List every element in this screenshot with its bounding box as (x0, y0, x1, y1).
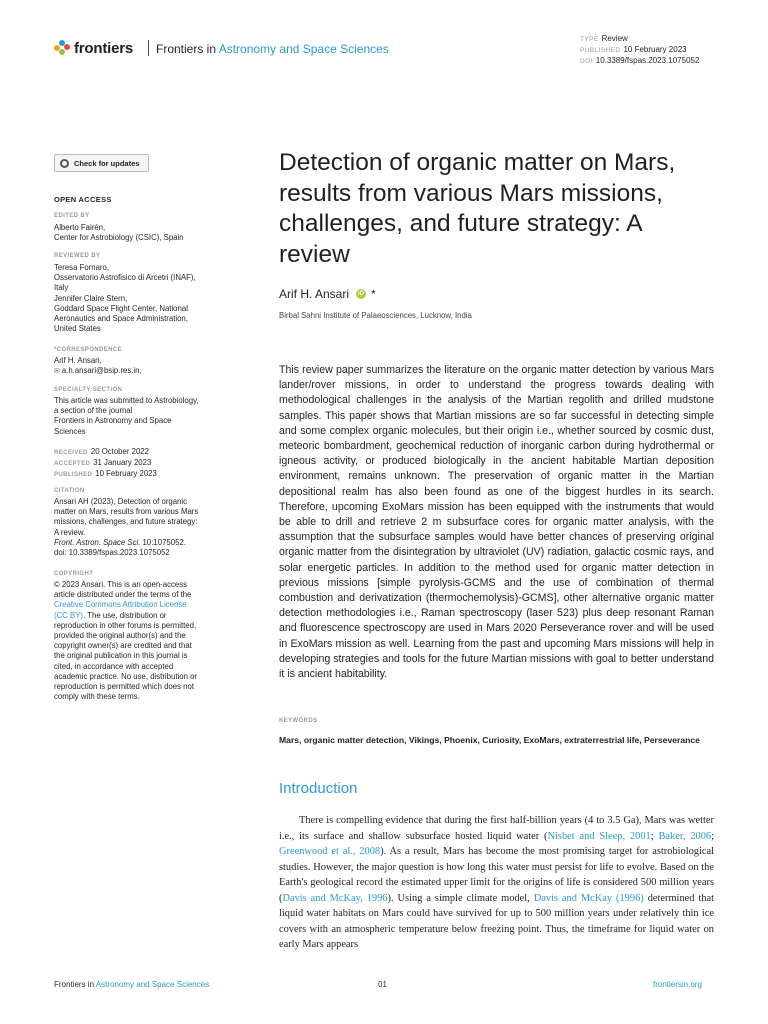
copyright-line: © 2023 Ansari. This is an open-access (54, 580, 188, 589)
orcid-icon[interactable]: iD (358, 291, 365, 297)
citation-line: missions, challenges, and future strategy: (54, 517, 198, 527)
reviewer-line: Italy (54, 283, 69, 293)
article-title: Detection of organic matter on Mars, results from various Mars missions, challenges, and future strategy: A review (279, 149, 676, 268)
copyright-line: . The use, distribution or (83, 610, 167, 620)
citation-ref: 10:1075052. (140, 537, 186, 547)
footer-site-link[interactable]: frontiersin.org (653, 980, 702, 989)
published-date (580, 45, 687, 54)
citation-line: matter on Mars, results from various Mars (54, 507, 199, 517)
affiliation: Birbal Sahni Institute of Palaeosciences, Lucknow, India (279, 311, 472, 320)
reviewer-line: Aeronautics and Space Administration, (54, 314, 188, 324)
journal-name[interactable] (156, 42, 389, 56)
citation-line: Ansari AH (2023), Detection of organic (54, 497, 188, 506)
accepted-label: ACCEPTED (54, 461, 91, 467)
brand-name: frontiers (74, 39, 134, 57)
intro-text: ). Using a simple climate model, (387, 892, 534, 904)
copyright-label: COPYRIGHT (54, 571, 94, 577)
correspondence-name: Arif H. Ansari, (54, 356, 102, 365)
received-date (54, 447, 149, 456)
check-updates-label: Check for updates (74, 158, 140, 168)
copyright-line: cited, in accordance with accepted (54, 661, 174, 671)
published-value: 10 February 2023 (623, 45, 687, 54)
cc-license-link[interactable]: Creative Commons Attribution License (54, 600, 187, 610)
specialty-line: a section of the journal (54, 406, 133, 416)
refresh-icon (60, 159, 69, 168)
check-for-updates-button[interactable] (54, 154, 149, 172)
reference-link[interactable]: Davis and McKay, 1996 (282, 892, 388, 904)
cc-by-link[interactable]: (CC BY) (54, 610, 84, 620)
page-number: 01 (378, 980, 387, 989)
received-label: RECEIVED (54, 450, 88, 456)
doi-label: DOI (580, 58, 593, 65)
footer-journal-name: Astronomy and Space Sciences (95, 980, 210, 989)
citation-journal: Front. Astron. Space Sci. (54, 537, 141, 547)
citation (54, 497, 234, 558)
accepted-value: 31 January 2023 (93, 458, 152, 467)
author (279, 287, 376, 301)
doi[interactable] (580, 56, 699, 65)
reviewer-line: Teresa Fornaro, (54, 263, 110, 272)
copyright-line: reproduction is permitted which does not (54, 682, 194, 692)
email-icon: ✉ (54, 368, 62, 376)
intro-text: ; (711, 830, 714, 842)
copyright-line: comply with these terms. (54, 692, 140, 702)
frontiers-logo-icon (54, 40, 70, 56)
published-label: PUBLISHED (580, 47, 621, 54)
citation-label: CITATION (54, 488, 85, 494)
reviewer-line: Jennifer Claire Stern, (54, 293, 128, 303)
article-type (580, 34, 628, 43)
intro-text: determined that liquid water habitats on Mars could have survived for up to 500 million years under relatively thin ice covers with an atmospheric temperature below freezing point. Thus, the timeframe for liquid water on early Mars appears (279, 892, 715, 950)
published-value-side: 10 February 2023 (95, 469, 157, 478)
copyright-line: provided the original author(s) and the (54, 631, 186, 641)
specialty-line: Sciences (54, 426, 86, 436)
open-access-label: OPEN ACCESS (54, 195, 112, 204)
received-value: 20 October 2022 (90, 447, 149, 456)
editor-name: Alberto Fairén, (54, 223, 106, 232)
copyright-line: academic practice. No use, distribution or (54, 671, 198, 681)
copyright-line: the original publication in this journal is (54, 651, 188, 661)
specialty-line: Frontiers in Astronomy and Space (54, 416, 172, 426)
type-label: TYPE (580, 36, 599, 43)
specialty-section (54, 396, 234, 437)
keywords: Mars, organic matter detection, Vikings, Phoenix, Curiosity, ExoMars, extraterrestrial life, Perseverance (279, 735, 700, 745)
reference-link[interactable]: Greenwood et al., 2008 (279, 846, 381, 857)
accepted-date (54, 458, 151, 467)
reference-link[interactable]: Davis and McKay (1996) (533, 892, 644, 904)
correspondence (54, 356, 234, 377)
citation-doi[interactable]: doi: 10.3389/fspas.2023.1075052 (54, 548, 170, 558)
introduction-heading: Introduction (279, 780, 358, 797)
doi-value: 10.3389/fspas.2023.1075052 (595, 56, 700, 65)
frontiers-logo[interactable] (54, 38, 133, 58)
abstract: This review paper summarizes the literature on the organic matter detection by various Mars lander/rover missions, in order to understand the progress towards dealing with methodological challenges in the analysis of the Martian regolith and drilled mudstone samples. This paper shows that Martian missions are so far successful in detecting simple and some complex organic molecules, but their origin i.e., whether sourced by cosmic dust, meteoric bombardment, geochemical reduction of inorganic carbon during hydrothermal or igneous activity, or produced biologically in the ancient habitable Martian deposition environment, remains unknown. The preservation of organic matter in the Martian depositional realm has also been found as one of the biggest hurdles in its search. Therefore, upcoming ExoMars mission has been equipped with the instruments that would be able to drill and retrieve 2 m subsurface cores for organic matter analysis, with the assumption that the subsurface samples would have better chances of preserving original organic matter from the disintegration by ultraviolet (UV) radiation, galactic cosmic rays, and solar energetic particles. In addition to the method used for organic matter detection in previous missions [simple pyrolysis-GCMS and the use of combination of thermal combustion and derivatization (thermochemolysis)-GCMS], other alternative organic matter detection methodologies i.e., Raman spectroscopy (laser 523) plus deep resonant Raman and fluorescence spectroscopy are used in Mars 2020 Perseverance rover and will be used in ExoMars mission as well. Learning from the past and upcoming Mars missions will help in developing strategies and tools for the future Martian missions with goal to better understand it is ancient habitability. (279, 364, 714, 681)
correspondence-email-row[interactable] (54, 366, 234, 377)
header-divider (148, 40, 149, 56)
published-date-side (54, 469, 157, 478)
copyright (54, 580, 234, 702)
intro-text: There is compelling evidence that during the first half-billion years (4 to 3.5 Ga), Mars was wetter i.e., its surface and shallow subsurface hosted liquid water ( (279, 815, 714, 842)
editor-affiliation: Center for Astrobiology (CSIC), Spain (54, 233, 184, 243)
corresponding-mark: * (371, 287, 376, 301)
journal-prefix: Frontiers in (156, 42, 219, 56)
type-value: Review (601, 34, 628, 43)
reviewer-line: Osservatorio Astrofisico di Arcetri (INAF), (54, 273, 196, 283)
footer-prefix: Frontiers in (54, 980, 96, 989)
citation-line: A review. (54, 527, 86, 537)
introduction-paragraph (279, 813, 714, 953)
reviewer-line: United States (54, 324, 101, 334)
reference-link[interactable]: Baker, 2006 (658, 830, 712, 842)
journal-title: Astronomy and Space Sciences (218, 42, 389, 56)
keywords-label: KEYWORDS (279, 718, 318, 724)
copyright-line: article distributed under the terms of the (54, 590, 192, 600)
footer-journal[interactable] (54, 980, 209, 989)
author-name[interactable]: Arif H. Ansari (279, 287, 350, 301)
edited-by-label: EDITED BY (54, 213, 90, 219)
intro-text: ). As a result, Mars has become the most promising target for astrobiological studies. However, the major question is how long this water must persist for life to evolve. Based on the Earth's geological record the estimated upper limit for the origins of life is considered 500 million years ( (279, 846, 714, 904)
specialty-label: SPECIALTY SECTION (54, 387, 123, 393)
reviewed-by (54, 263, 234, 334)
correspondence-email: a.h.ansari@bsip.res.in, (61, 366, 142, 376)
edited-by (54, 223, 234, 243)
copyright-line: copyright owner(s) are credited and that (54, 641, 192, 651)
published-label-side: PUBLISHED (54, 472, 93, 478)
reviewer-line: Goddard Space Flight Center, National (54, 303, 188, 313)
copyright-line: reproduction in other forums is permitted, (54, 620, 197, 630)
specialty-line: This article was submitted to Astrobiology, (54, 396, 199, 405)
correspondence-label: *CORRESPONDENCE (54, 347, 123, 353)
intro-text: ; (650, 830, 659, 842)
reviewed-by-label: REVIEWED BY (54, 253, 101, 259)
reference-link[interactable]: Nisbet and Sleep, 2001 (547, 830, 651, 842)
